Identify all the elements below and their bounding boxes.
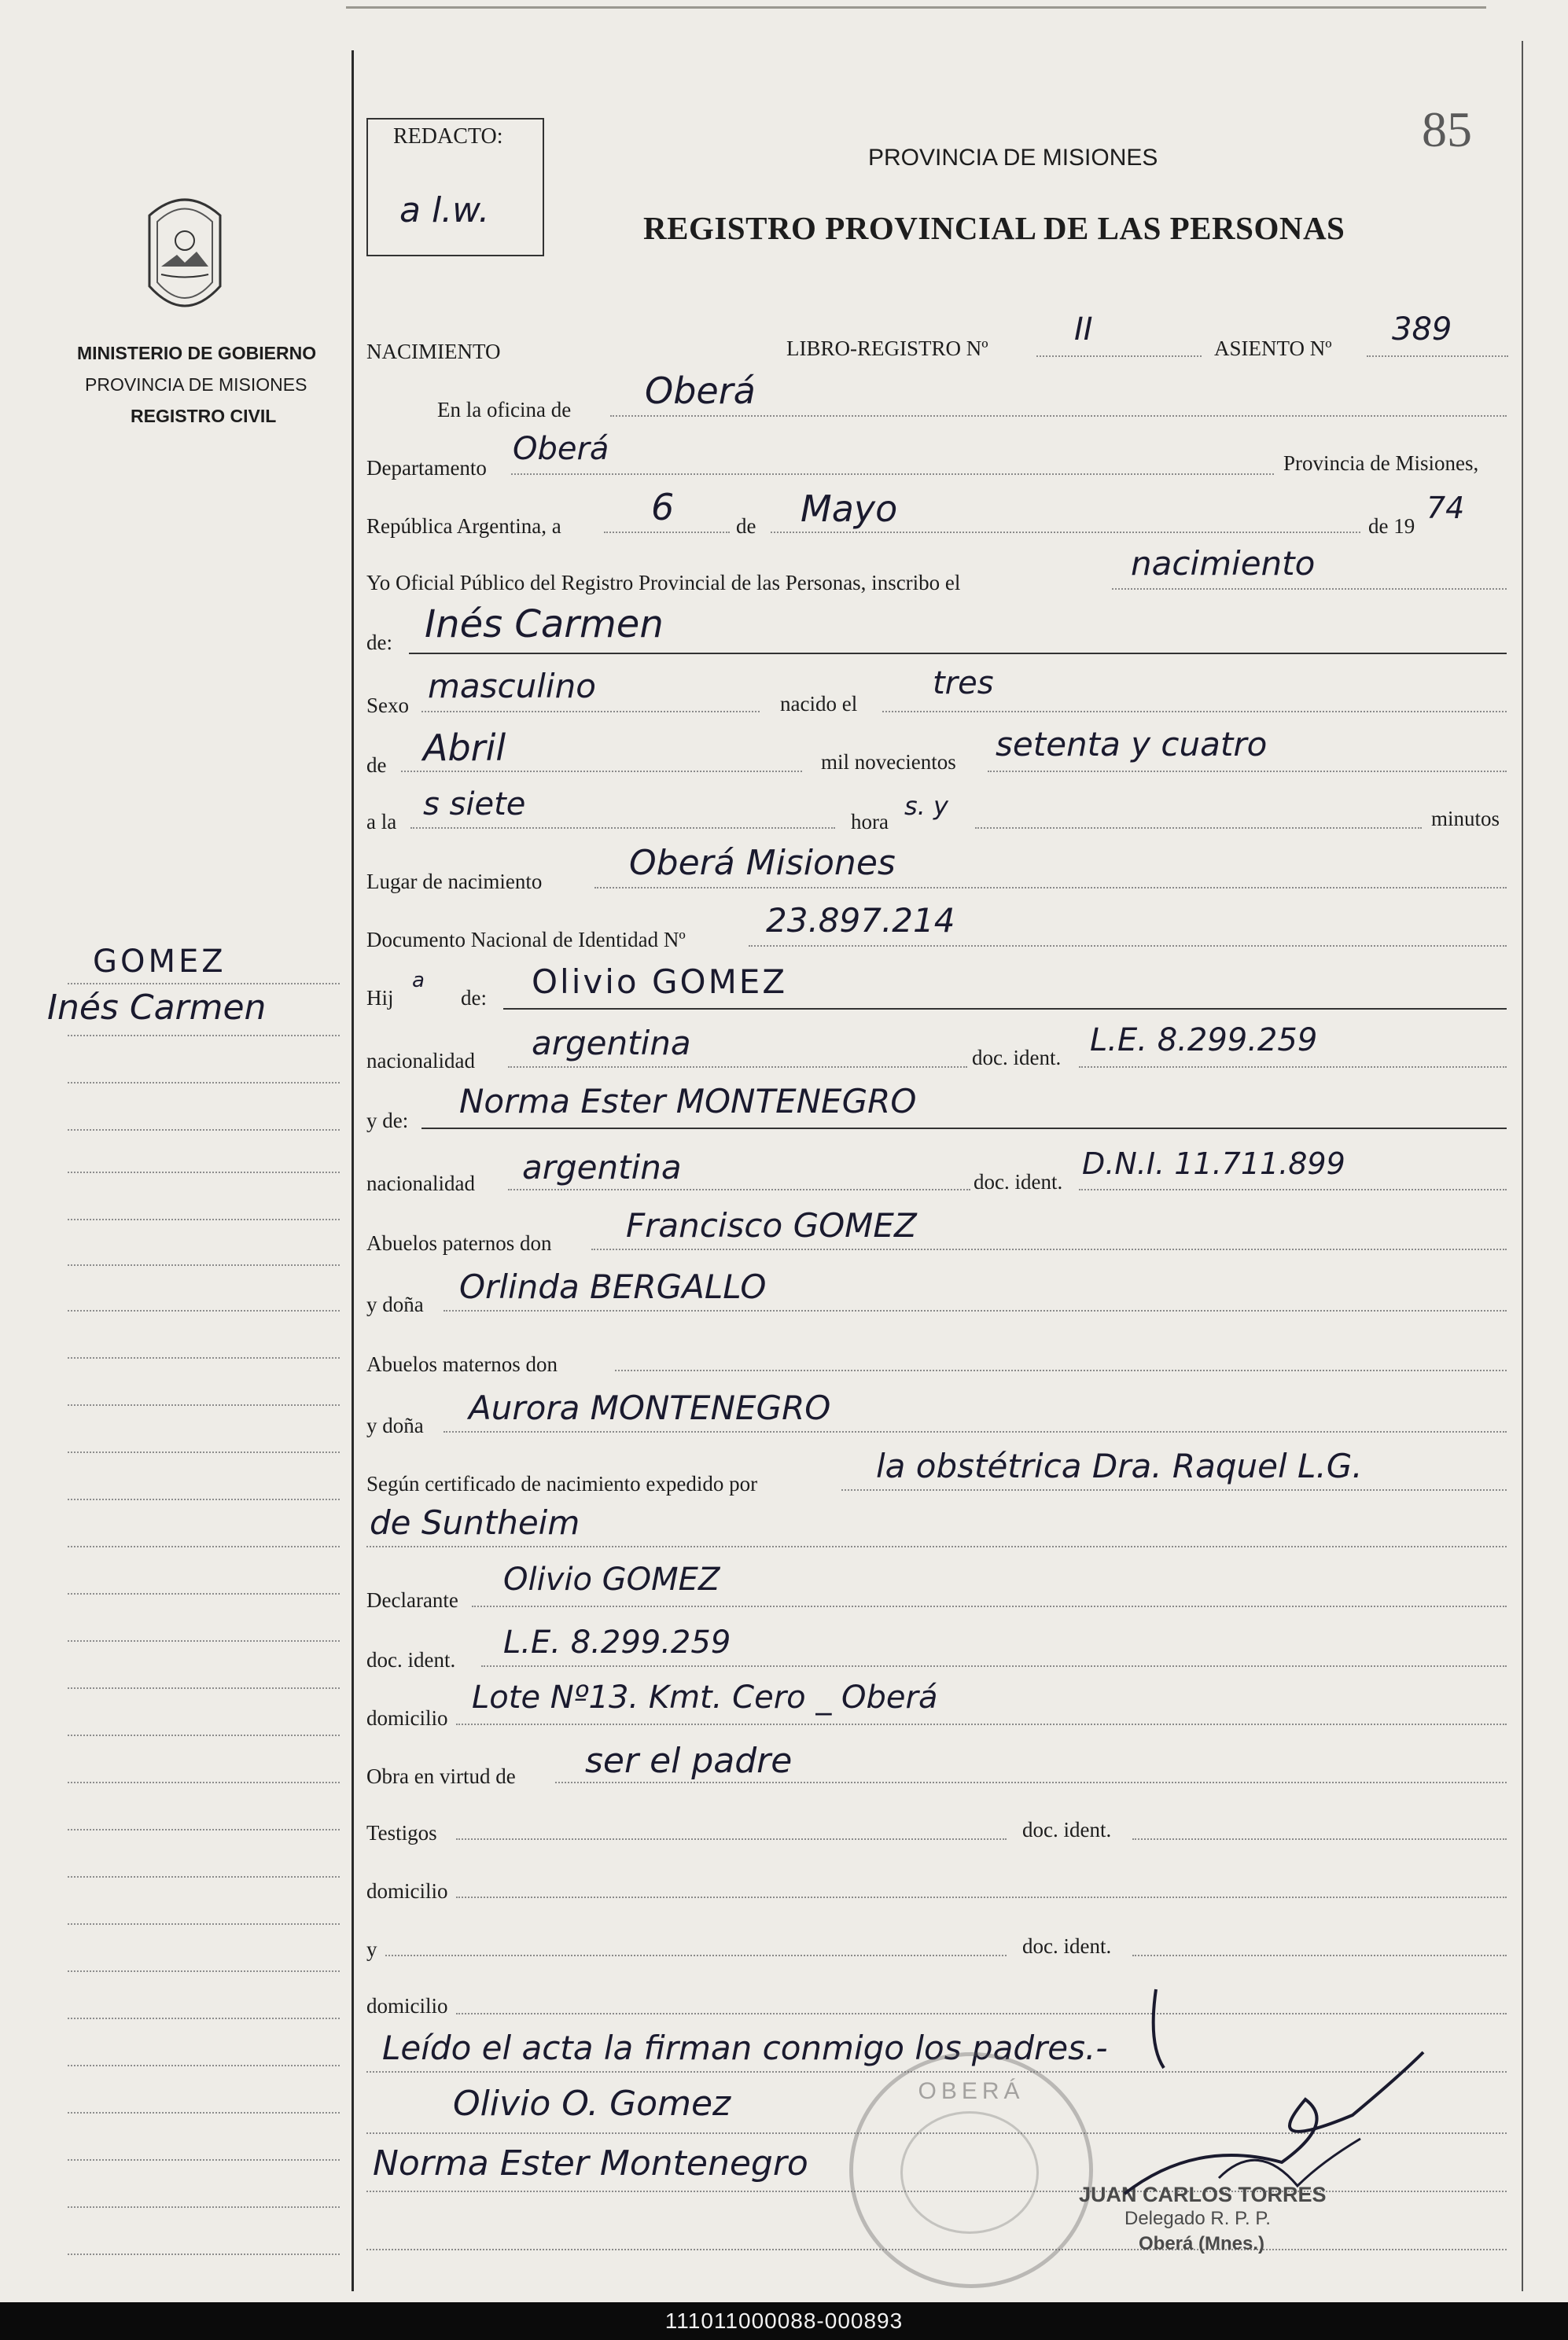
dni-value: 23.897.214 <box>766 901 955 940</box>
entry-label: ASIENTO Nº <box>1214 337 1332 360</box>
margin-rule <box>68 1082 340 1084</box>
margin-rule <box>68 1970 340 1972</box>
margin-rule <box>68 1404 340 1406</box>
entry-value: 389 <box>1392 311 1452 348</box>
closing-text: Leído el acta la firman conmigo los padres.- <box>382 2029 1108 2067</box>
person-name: Inés Carmen <box>425 602 664 646</box>
margin-surname: GOMEZ <box>93 944 226 980</box>
dni-line <box>749 945 1507 947</box>
margin-rule <box>68 1923 340 1925</box>
margin-rule <box>68 1129 340 1131</box>
declarant-doc-label: doc. ident. <box>366 1648 456 1672</box>
minutes-label: minutos <box>1431 807 1500 830</box>
at-label: a la <box>366 810 397 833</box>
ministry-line-1: MINISTERIO DE GOBIERNO <box>77 343 317 363</box>
maternal-dona-line <box>444 1431 1507 1433</box>
round-seal-text: OBERÁ <box>918 2078 1025 2104</box>
date-de-label: de <box>736 514 756 538</box>
margin-rule <box>68 1219 340 1220</box>
witness2-line <box>385 1955 1007 1956</box>
witness2-doc-label: doc. ident. <box>1022 1934 1112 1958</box>
paternal-dona: Orlinda BERGALLO <box>459 1268 767 1306</box>
mother-nationality-line <box>508 1189 970 1190</box>
margin-rule <box>68 1546 340 1547</box>
redacto-label: REDACTO: <box>393 124 503 149</box>
hour-label: hora <box>851 810 889 833</box>
office-label: En la oficina de <box>437 398 572 421</box>
mother-nationality-label: nacionalidad <box>366 1172 475 1195</box>
month-value: Mayo <box>801 488 898 530</box>
margin-rule <box>68 1829 340 1830</box>
maternal-dona: Aurora MONTENEGRO <box>469 1389 831 1427</box>
certificate-value-1: la obstétrica Dra. Raquel L.G. <box>876 1447 1363 1485</box>
official-stamp-place: Oberá (Mnes.) <box>1139 2233 1265 2254</box>
top-edge <box>346 6 1486 9</box>
record-type-label: NACIMIENTO <box>366 340 501 363</box>
birth-month: Abril <box>423 727 506 769</box>
office-value: Oberá <box>645 370 756 412</box>
margin-rule <box>68 1876 340 1878</box>
paternal-label: Abuelos paternos don <box>366 1231 552 1255</box>
margin-rule <box>68 2206 340 2208</box>
year-prefix: de 19 <box>1368 514 1415 538</box>
mother-label: y de: <box>366 1109 409 1132</box>
department-label: Departamento <box>366 456 487 480</box>
margin-rule <box>68 1687 340 1689</box>
witness-domicile-line <box>456 1897 1507 1898</box>
certificate-line-1 <box>841 1489 1507 1491</box>
declarant-label: Declarante <box>366 1588 458 1612</box>
at-value: s siete <box>423 786 526 822</box>
entry-line <box>1367 355 1508 357</box>
thousand-value: setenta y cuatro <box>996 725 1268 763</box>
round-seal-stamp <box>849 2052 1093 2288</box>
mother-nationality: argentina <box>522 1148 682 1187</box>
father-name: Olivio GOMEZ <box>532 962 788 1001</box>
signature-mother: Norma Ester Montenegro <box>373 2143 808 2184</box>
at-line <box>410 827 835 829</box>
mother-doc: D.N.I. 11.711.899 <box>1082 1146 1345 1181</box>
born-label: nacido el <box>780 692 858 716</box>
margin-rule <box>68 1172 340 1173</box>
acts-line <box>555 1782 1507 1783</box>
ministry-line-2: PROVINCIA DE MISIONES <box>85 374 307 395</box>
declarant-line <box>472 1606 1507 1607</box>
acts-value: ser el padre <box>585 1741 793 1781</box>
footer-bar <box>0 2302 1568 2340</box>
book-value: II <box>1074 311 1093 348</box>
signature-father: Olivio O. Gomez <box>453 2084 731 2124</box>
certificate-label: Según certificado de nacimiento expedido por <box>366 1472 758 1496</box>
redacto-value: a l.w. <box>399 190 490 230</box>
official-stamp-name: JUAN CARLOS TORRES <box>1079 2183 1327 2206</box>
sex-value: masculino <box>428 667 596 705</box>
birthplace-label: Lugar de nacimiento <box>366 870 543 893</box>
mother-name-rule <box>421 1128 1507 1129</box>
official-text: Yo Oficial Público del Registro Provincial de las Personas, inscribo el <box>366 571 961 594</box>
child-de-label: de: <box>461 986 487 1010</box>
child-label: Hij <box>366 986 394 1010</box>
margin-rule <box>68 2159 340 2161</box>
witness-doc-line <box>1132 1838 1507 1840</box>
page-number: 85 <box>1422 101 1472 157</box>
margin-rule <box>68 1593 340 1595</box>
book-label: LIBRO-REGISTRO Nº <box>786 337 988 360</box>
witness-line <box>456 1838 1007 1840</box>
margin-rule <box>68 1310 340 1312</box>
margin-rule <box>68 983 340 984</box>
paternal-don-line <box>591 1249 1507 1250</box>
domicile-value: Lote Nº13. Kmt. Cero _ Oberá <box>472 1680 938 1716</box>
father-doc: L.E. 8.299.259 <box>1090 1022 1318 1058</box>
department-line <box>511 473 1274 475</box>
office-line <box>610 415 1507 417</box>
official-signature-icon <box>1101 1981 1431 2217</box>
margin-rule <box>68 1782 340 1783</box>
witness2-doc-line <box>1132 1955 1507 1956</box>
margin-rule <box>68 1035 340 1036</box>
round-seal-inner <box>900 2111 1039 2234</box>
republic-label: República Argentina, a <box>366 514 561 538</box>
sex-line <box>421 711 760 712</box>
dni-label: Documento Nacional de Identidad Nº <box>366 928 686 951</box>
declarant-doc-line <box>481 1665 1507 1667</box>
mother-doc-line <box>1079 1189 1507 1190</box>
province-suffix: Provincia de Misiones, <box>1283 451 1479 475</box>
father-doc-label: doc. ident. <box>972 1046 1062 1069</box>
paternal-don: Francisco GOMEZ <box>626 1206 917 1245</box>
birthplace-line <box>594 887 1507 889</box>
document-id: 111011000088-000893 <box>664 2309 904 2333</box>
margin-rule <box>68 2065 340 2066</box>
hour-value: s. y <box>904 791 948 821</box>
margin-rule <box>68 2112 340 2114</box>
margin-rule <box>68 1640 340 1642</box>
certificate-line-2 <box>366 1546 1507 1547</box>
margin-rule <box>68 1357 340 1359</box>
day-value: 6 <box>651 486 675 528</box>
father-name-rule <box>503 1008 1507 1010</box>
department-value: Oberá <box>513 431 609 467</box>
father-nationality: argentina <box>532 1024 691 1062</box>
mother-name: Norma Ester MONTENEGRO <box>459 1082 917 1120</box>
margin-rule <box>68 1451 340 1453</box>
left-column-rule <box>352 50 354 2291</box>
official-line <box>1112 588 1507 590</box>
province-heading: PROVINCIA DE MISIONES <box>868 145 1158 171</box>
born-value: tres <box>933 665 994 701</box>
de-colon-label: de: <box>366 631 392 654</box>
day-line <box>604 532 730 533</box>
book-line <box>1036 355 1202 357</box>
sex-label: Sexo <box>366 694 409 717</box>
province-seal-icon <box>142 192 228 322</box>
margin-rule <box>68 1499 340 1500</box>
margin-rule <box>68 2254 340 2255</box>
witness2-domicile-label: domicilio <box>366 1994 448 2018</box>
thousand-line <box>988 771 1507 772</box>
birthplace-value: Oberá Misiones <box>629 843 896 883</box>
father-doc-line <box>1079 1066 1507 1068</box>
official-stamp-role: Delegado R. P. P. <box>1124 2208 1271 2229</box>
thousand-label: mil novecientos <box>821 750 956 774</box>
official-value: nacimiento <box>1131 544 1316 583</box>
child-suffix: a <box>412 969 425 992</box>
birth-month-line <box>401 771 802 772</box>
year-value: 74 <box>1426 491 1465 525</box>
person-name-rule <box>409 653 1507 654</box>
domicile-label: domicilio <box>366 1706 448 1730</box>
registry-title: REGISTRO PROVINCIAL DE LAS PERSONAS <box>643 210 1345 246</box>
acts-label: Obra en virtud de <box>366 1764 516 1788</box>
born-line <box>882 711 1507 712</box>
margin-rule <box>68 1264 340 1266</box>
ministry-line-3: REGISTRO CIVIL <box>131 406 277 426</box>
witness-domicile-label: domicilio <box>366 1879 448 1903</box>
birth-de-label: de <box>366 753 387 777</box>
witness2-y-label: y <box>366 1937 377 1961</box>
margin-rule <box>68 2018 340 2019</box>
father-nationality-line <box>508 1066 967 1068</box>
paternal-dona-line <box>444 1310 1507 1312</box>
declarant-value: Olivio GOMEZ <box>503 1562 720 1598</box>
witness-doc-label: doc. ident. <box>1022 1818 1112 1841</box>
hour-line <box>975 827 1422 829</box>
right-border-rule <box>1522 41 1523 2291</box>
declarant-doc: L.E. 8.299.259 <box>503 1624 731 1661</box>
margin-given-name: Inés Carmen <box>47 988 267 1028</box>
father-nationality-label: nacionalidad <box>366 1049 475 1072</box>
maternal-dona-label: y doña <box>366 1414 424 1437</box>
witness-label: Testigos <box>366 1821 437 1845</box>
month-line <box>771 532 1360 533</box>
paternal-dona-label: y doña <box>366 1293 424 1316</box>
mother-doc-label: doc. ident. <box>974 1170 1063 1194</box>
certificate-value-2: de Suntheim <box>370 1503 580 1542</box>
margin-rule <box>68 1735 340 1736</box>
maternal-don-line <box>615 1370 1507 1371</box>
domicile-line <box>456 1724 1507 1725</box>
redacto-box <box>366 118 544 256</box>
maternal-label: Abuelos maternos don <box>366 1352 558 1376</box>
